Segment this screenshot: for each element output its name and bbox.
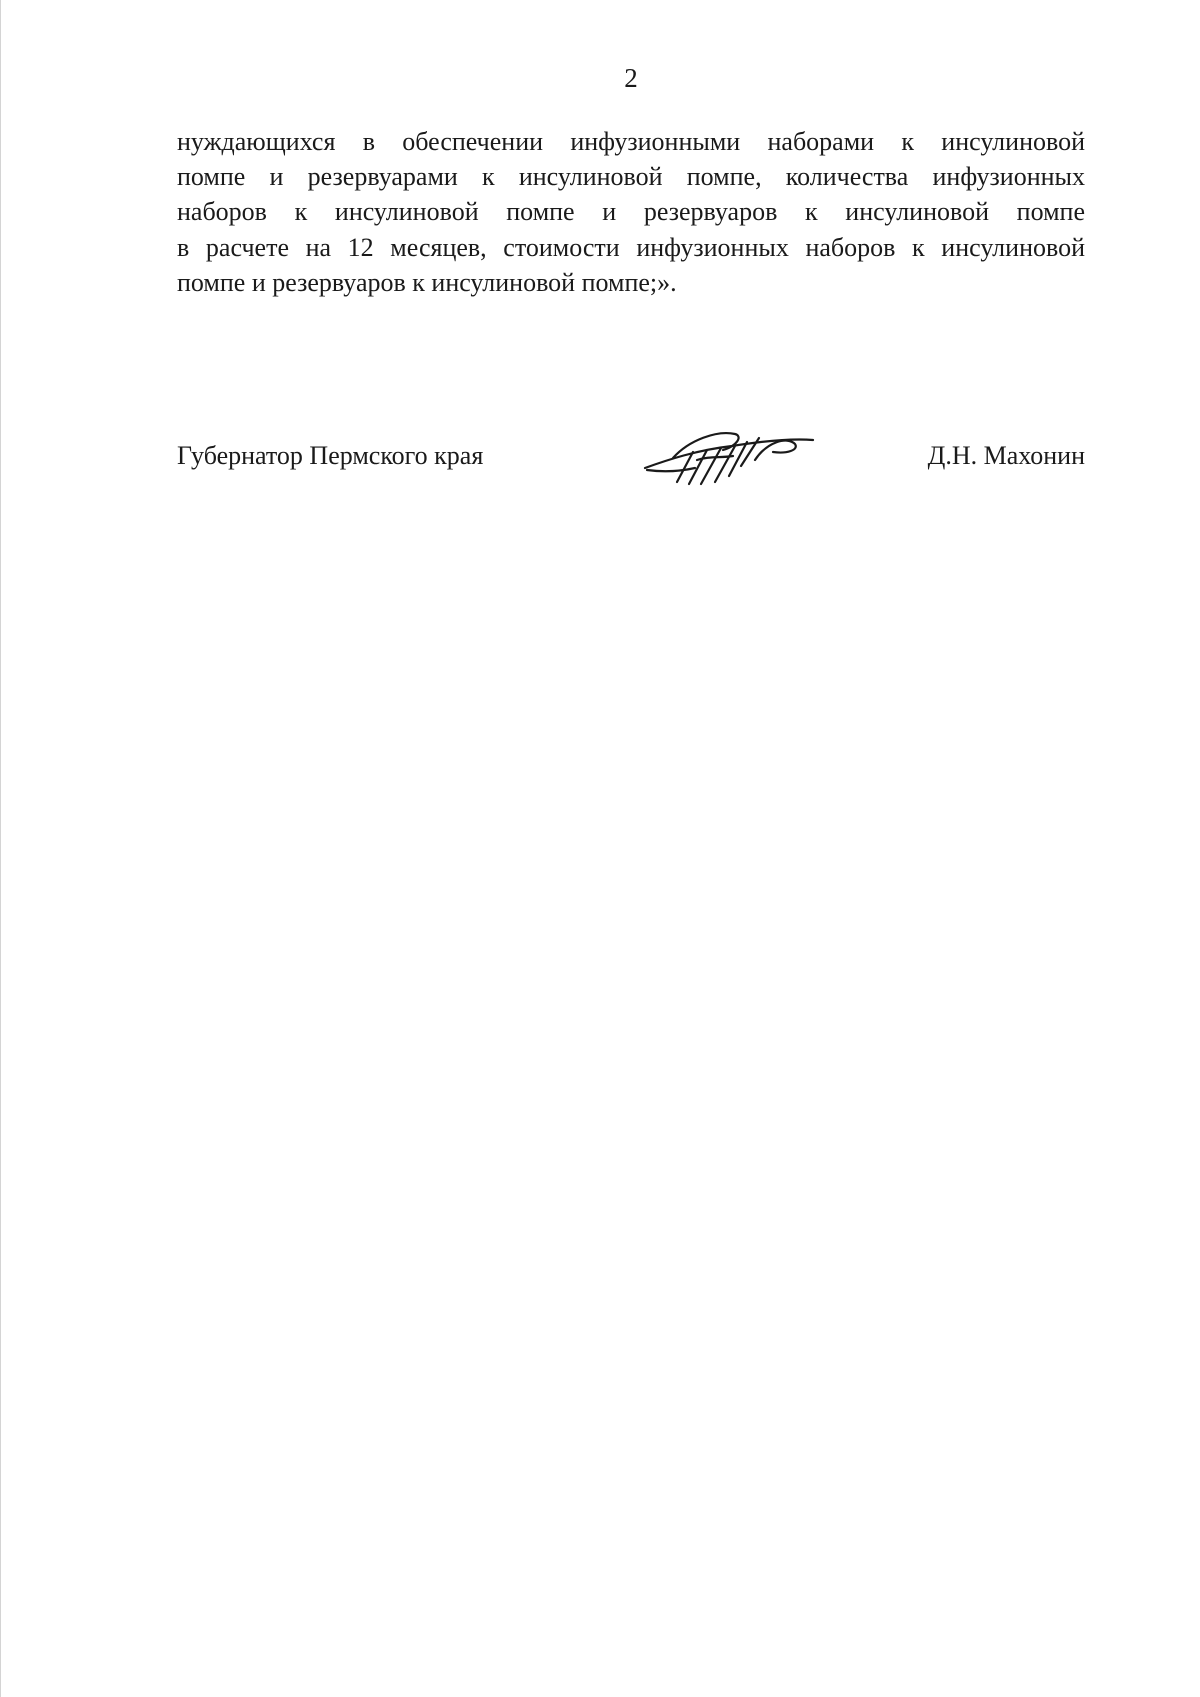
signature-icon — [637, 420, 817, 492]
body-line: нуждающихся в обеспечении инфузионными наборами к инсулиновой — [177, 127, 1085, 156]
signature-block — [177, 440, 1085, 480]
body-line: помпе и резервуаров к инсулиновой помпе;». — [177, 267, 677, 297]
body-line: наборов к инсулиновой помпе и резервуаров к инсулиновой помпе — [177, 197, 1085, 227]
body-line: помпе и резервуарами к инсулиновой помпе, количества инфузионных — [177, 162, 1085, 192]
signatory-name: Д.Н. Махонин — [927, 441, 1085, 470]
page-number: 2 — [624, 63, 638, 93]
body-paragraph — [177, 124, 1085, 300]
body-line: в расчете на 12 месяцев, стоимости инфузионных наборов к инсулиновой — [177, 232, 1085, 262]
signatory-title: Губернатор Пермского края — [177, 441, 484, 470]
